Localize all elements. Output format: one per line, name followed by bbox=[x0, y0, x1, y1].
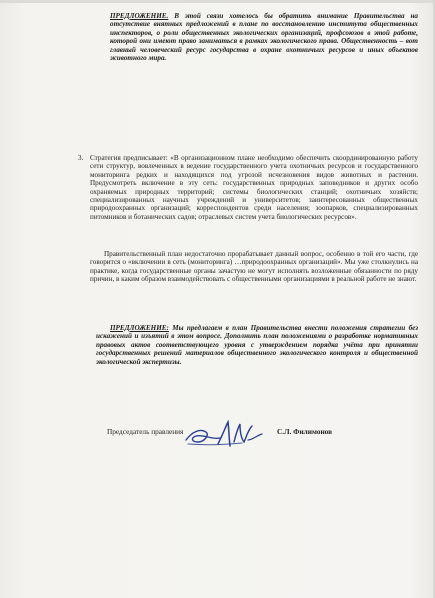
proposal-1-lead: ПРЕДЛОЖЕНИЕ. bbox=[110, 12, 169, 20]
item-3-paragraph-2-text: Правительственный план недостаточно прорабатывает данный вопрос, особенно в той его части, где говорится о «включении в сеть (мониторинга) …природоохранных организаций». Мы уже столкнулись на практике, когда государственные органы зачастую не могут исполнять возложенные обязанности по ряду причин, в каким образом взаимодействовать с общественными организациями в реальной работе не знают. bbox=[90, 250, 418, 284]
item-3-paragraph-1-text: Стратегия предписывает: «В организационном плане необходимо обеспечить скоординированную работу сети структур, вовлеченных в ведение государственного учета охотничьих ресурсов и государственного мониторинга редких и находящихся под угрозой исчезновения видов животных и растении. Предусмотреть включение в эту сеть: государственных природных заповедников и других особо охраняемых природных территорий; системы биологических станций; охотничьих хозяйств; специализированных научных учреждений и университетов; заинтересованных общественных природоохранных организаций; корреспондентов среди населения; зоопарков, специализированных питомников и ботанических садов; отраслевых систем учета биологических ресурсов». bbox=[90, 154, 418, 221]
proposal-paragraph-2 bbox=[96, 324, 418, 366]
signature-row bbox=[0, 418, 435, 458]
scan-edge-top bbox=[0, 0, 435, 3]
signature-title: Председатель правления bbox=[107, 427, 184, 436]
handwritten-signature-image bbox=[182, 418, 266, 452]
signature-name: С.Л. Филимонов bbox=[277, 427, 333, 436]
item-3-number: 3. bbox=[78, 154, 84, 162]
proposal-2-text: Мы предлагаем в план Правительства внести положения стратегии без искажений и изъятий в этом вопросе. Дополнить план положениями о разработке нормативных правовых актов соответствующего уровня с утверждением порядка учёта при принятии государственных решений материалов общественного экологического контроля и общественной экологической экспертизы. bbox=[96, 324, 418, 366]
proposal-1-text: В этой связи хотелось бы обратить внимание Правительства на отсутствие внятных предложений в плане по восстановлению института общественных инспекторов, о роли общественных экологических организаций, профсоюзов в этой работе, которой они имеют право заниматься в рамках экологического права. Общественность – вот главный человеческий ресурс государства в охране охотничьих ресурсов и иных объектов животного мира. bbox=[110, 12, 418, 63]
item-3-paragraph-2 bbox=[90, 250, 418, 284]
proposal-2-lead: ПРЕДЛОЖЕНИЕ: bbox=[110, 324, 169, 332]
item-3-paragraph-1 bbox=[90, 154, 418, 221]
proposal-paragraph-1 bbox=[110, 12, 418, 62]
